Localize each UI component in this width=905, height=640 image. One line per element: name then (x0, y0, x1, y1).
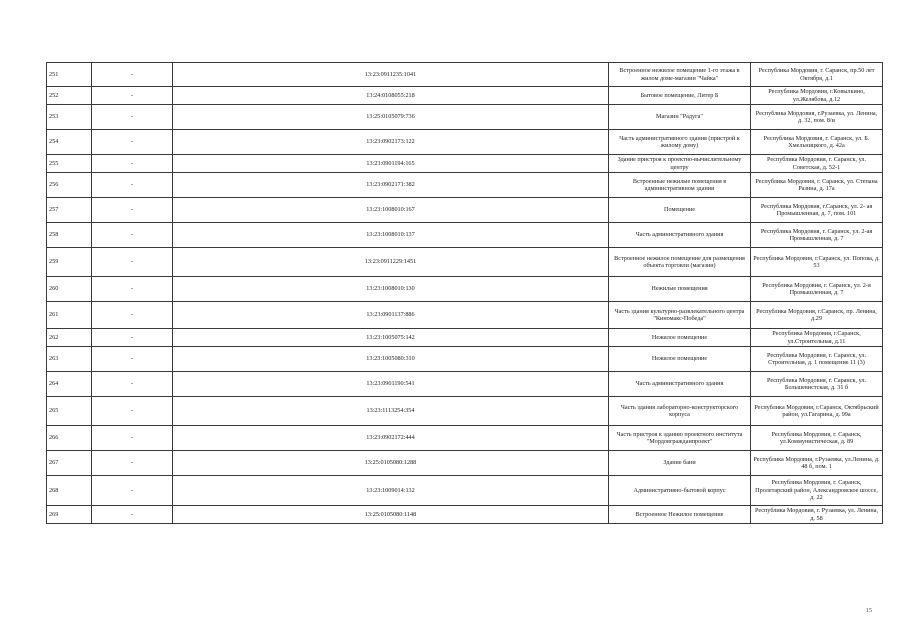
row-dash: - (92, 476, 173, 506)
object-name: Часть здания лабораторно-конструкторского корпуса (609, 397, 751, 426)
cadastral-number: 13:23:0901194:165 (173, 155, 609, 173)
row-number: 268 (47, 476, 92, 506)
register-table-body (47, 63, 883, 524)
object-name: Встроенные нежилые помещения в административном здании (609, 173, 751, 198)
object-name: Встроенное Нежилое помещение (609, 506, 751, 524)
object-address: Республика Мордовия, г. Саранск, ул.Коммунистическая, д. 89 (751, 426, 883, 451)
table-row (47, 63, 883, 87)
object-address: Республика Мордовия, г. Саранск, ул. Советская, д. 52-1 (751, 155, 883, 173)
cadastral-number: 13:23:1008010:167 (173, 198, 609, 223)
row-dash: - (92, 302, 173, 329)
cadastral-number: 13:23:0902173:122 (173, 130, 609, 155)
table-row (47, 302, 883, 329)
row-dash: - (92, 198, 173, 223)
row-dash: - (92, 397, 173, 426)
row-dash: - (92, 223, 173, 248)
row-number: 264 (47, 372, 92, 397)
table-row (47, 451, 883, 476)
object-address: Республика Мордовия, г. Саранск, ул. Строительная, д. 1 помещение 11 (3) (751, 347, 883, 372)
cadastral-number: 13:23:0901137:886 (173, 302, 609, 329)
cadastral-number: 13:23:1008010:137 (173, 223, 609, 248)
object-address: Республика Мордовия, г. Саранск, ул. Б. Хмельницкого, д. 42а (751, 130, 883, 155)
row-number: 263 (47, 347, 92, 372)
row-number: 260 (47, 277, 92, 302)
table-row (47, 198, 883, 223)
row-number: 251 (47, 63, 92, 87)
row-dash: - (92, 173, 173, 198)
object-name: Часть административного здания (609, 372, 751, 397)
row-number: 262 (47, 329, 92, 347)
row-dash: - (92, 105, 173, 130)
row-dash: - (92, 248, 173, 277)
object-address: Республика Мордовия, г.Ковылкино, ул.Желябова, д.12 (751, 87, 883, 105)
register-table (46, 62, 883, 524)
row-number: 267 (47, 451, 92, 476)
row-number: 254 (47, 130, 92, 155)
object-address: Республика Мордовия, г.Саранск, ул. Попова, д. 53 (751, 248, 883, 277)
table-row (47, 506, 883, 524)
row-number: 252 (47, 87, 92, 105)
object-address: Республика Мордовия, г.Саранск, пр. Ленина, д.29 (751, 302, 883, 329)
row-dash: - (92, 347, 173, 372)
object-address: Республика Мордовия, г. Саранск, ул. Большевистская, д. 31 б (751, 372, 883, 397)
object-address: Республика Мордовия, г.Саранск, ул. 2- ая Промышленная, д. 7, пом. 101 (751, 198, 883, 223)
object-name: Нежилые помещения (609, 277, 751, 302)
object-name: Бытовое помещение, Литер Б (609, 87, 751, 105)
row-dash: - (92, 506, 173, 524)
object-name: Нежилое помещение (609, 329, 751, 347)
object-name: Часть административного здания (609, 223, 751, 248)
cadastral-number: 13:23:0902171:382 (173, 173, 609, 198)
object-name: Часть административного здания (пристрой к жилому дому) (609, 130, 751, 155)
table-row (47, 248, 883, 277)
object-name: Административно-бытовой корпус (609, 476, 751, 506)
cadastral-number: 13:25:0105080:1288 (173, 451, 609, 476)
cadastral-number: 13:23:1008010:130 (173, 277, 609, 302)
table-row (47, 155, 883, 173)
object-address: Республика Мордовия, г. Саранск, ул. 2-ая Промышленная, д. 7 (751, 223, 883, 248)
row-number: 269 (47, 506, 92, 524)
row-number: 255 (47, 155, 92, 173)
table-row (47, 87, 883, 105)
cadastral-number: 13:23:1005075:142 (173, 329, 609, 347)
object-address: Республика Мордовия, г. Саранск, ул. Степана Разина, д. 17а (751, 173, 883, 198)
cadastral-number: 13:23:0902172:444 (173, 426, 609, 451)
row-dash: - (92, 372, 173, 397)
object-name: Часть пристроя к зданию проектного института "Мордовгражданпроект" (609, 426, 751, 451)
cadastral-number: 13:23:1005080:310 (173, 347, 609, 372)
object-address: Республика Мордовия, г.Рузаевка, ул. Ленина, д. 32, пом. 8/и (751, 105, 883, 130)
object-name: Встроенное нежилое помещение 1-го этажа в жилом доме-магазин "Чайка" (609, 63, 751, 87)
object-name: Нежилое помещение (609, 347, 751, 372)
table-row (47, 329, 883, 347)
row-dash: - (92, 451, 173, 476)
cadastral-number: 13:24:0108055:218 (173, 87, 609, 105)
object-name: Часть здания культурно-развлекательного центра "Киномакс-Победа" (609, 302, 751, 329)
row-number: 256 (47, 173, 92, 198)
table-row (47, 426, 883, 451)
object-address: Республика Мордовия, г. Саранск, ул. 2-я Промышленная, д. 7 (751, 277, 883, 302)
table-row (47, 277, 883, 302)
object-name: Здание бани (609, 451, 751, 476)
table-row (47, 397, 883, 426)
table-row (47, 476, 883, 506)
row-number: 266 (47, 426, 92, 451)
cadastral-number: 13:23:0911235:1041 (173, 63, 609, 87)
table-row (47, 173, 883, 198)
object-name: Магазин "Радуга" (609, 105, 751, 130)
row-dash: - (92, 426, 173, 451)
cadastral-number: 13:25:0105080:1148 (173, 506, 609, 524)
object-address: Республика Мордовия, г.Саранск, ул.Строительная, д.11 (751, 329, 883, 347)
table-row (47, 372, 883, 397)
object-name: Помещение (609, 198, 751, 223)
page-number: 15 (866, 608, 872, 614)
row-number: 259 (47, 248, 92, 277)
row-dash: - (92, 130, 173, 155)
row-number: 265 (47, 397, 92, 426)
row-dash: - (92, 87, 173, 105)
object-address: Республика Мордовия, г.Саранск, Октябрьский район, ул.Гагарина, д. 99а (751, 397, 883, 426)
row-number: 253 (47, 105, 92, 130)
object-name: Здание пристроя к проектно-вычислительному центру (609, 155, 751, 173)
row-dash: - (92, 329, 173, 347)
table-row (47, 347, 883, 372)
table-row (47, 130, 883, 155)
table-row (47, 223, 883, 248)
object-address: Республика Мордовия, г. Саранск, пр.50 лет Октября, д.1 (751, 63, 883, 87)
row-dash: - (92, 155, 173, 173)
row-dash: - (92, 63, 173, 87)
row-number: 257 (47, 198, 92, 223)
cadastral-number: 13:23:1009014:132 (173, 476, 609, 506)
cadastral-number: 13:25:0105079:736 (173, 105, 609, 130)
object-name: Встроенное нежилое помещение для размещения объекта торговли (магазин) (609, 248, 751, 277)
object-address: Республика Мордовия, г.Рузаевка, ул.Ленина, д. 48 б, пом. 1 (751, 451, 883, 476)
row-dash: - (92, 277, 173, 302)
cadastral-number: 13:23:1113254:354 (173, 397, 609, 426)
cadastral-number: 13:23:0911229:1451 (173, 248, 609, 277)
object-address: Республика Мордовия, г. Саранск, Пролетарский район, Александровское шоссе, д. 22 (751, 476, 883, 506)
row-number: 261 (47, 302, 92, 329)
cadastral-number: 13:23:0901190:541 (173, 372, 609, 397)
object-address: Республика Мордовия, г. Рузаевка, ул. Ленина, д. 58 (751, 506, 883, 524)
row-number: 258 (47, 223, 92, 248)
table-row (47, 105, 883, 130)
